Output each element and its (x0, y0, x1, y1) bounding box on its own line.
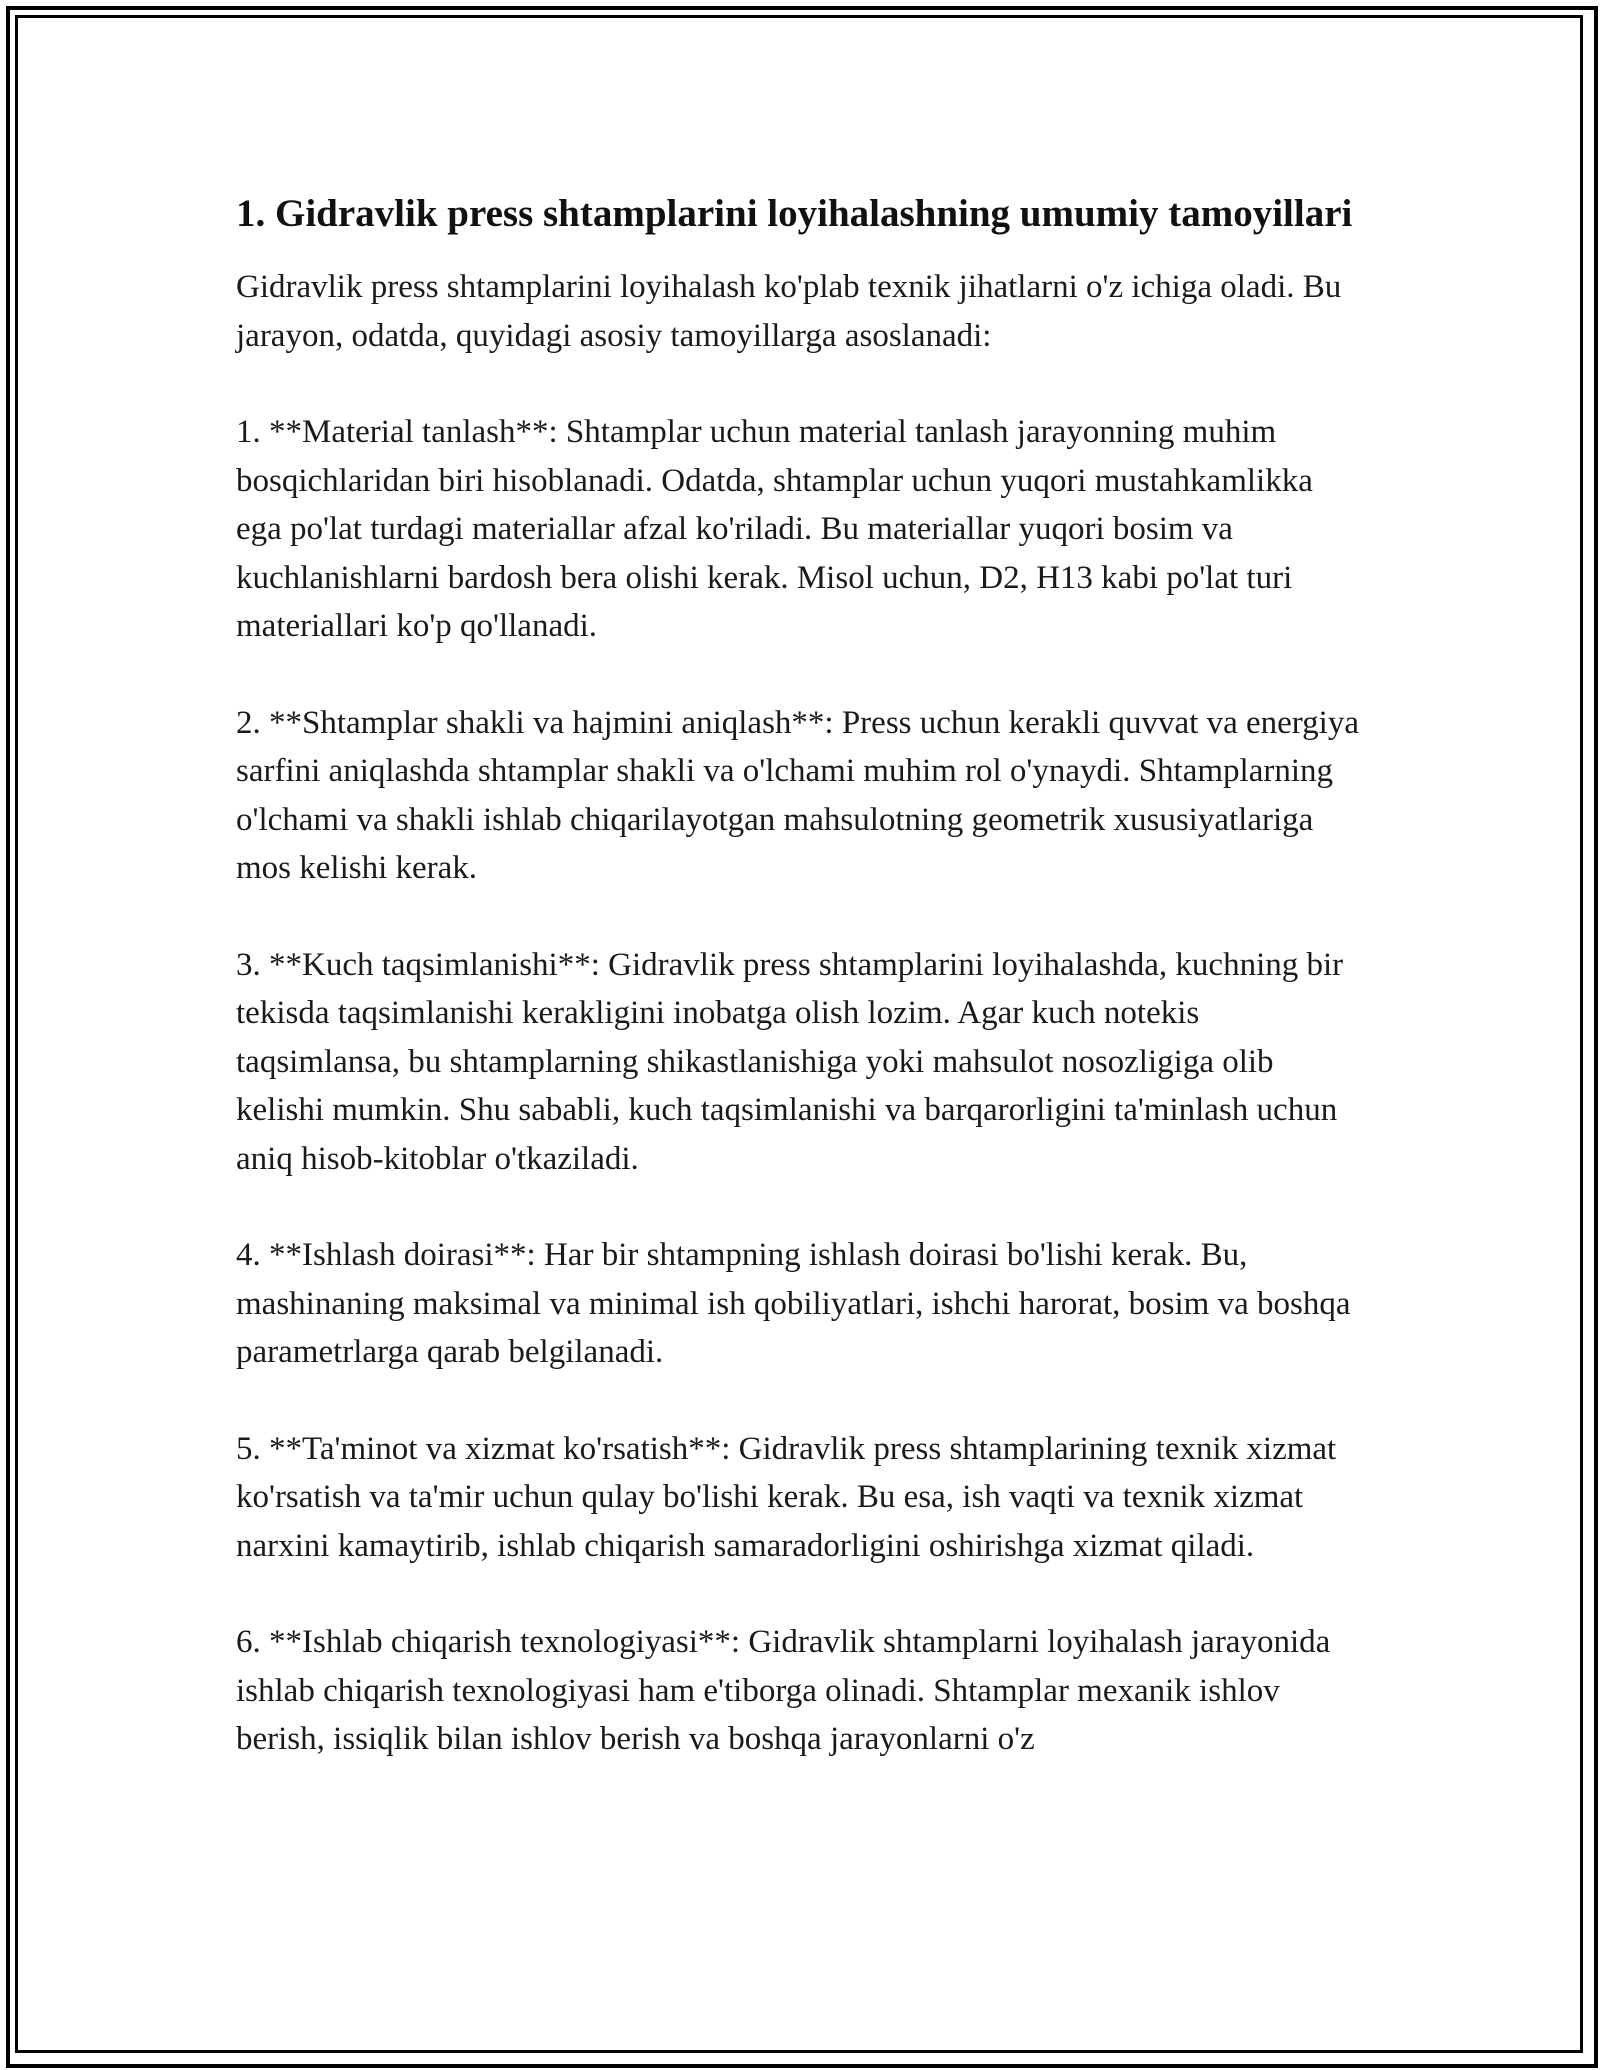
intro-paragraph: Gidravlik press shtamplarini loyihalash ko'plab texnik jihatlarni o'z ichiga oladi. Bu jarayon, odatda, quyidagi asosiy tamoyillarga asoslanadi: (236, 269, 1342, 354)
section-heading: 1. Gidravlik press shtamplarini loyihalashning umumiy tamoyillari (236, 192, 1353, 235)
principle-item-force-distribution: 3. **Kuch taqsimlanishi**: Gidravlik press shtamplarini loyihalashda, kuchning bir tekisda taqsimlanishi kerakligini inobatga olish lozim. Agar kuch notekis taqsimlansa, bu shtamplarning shikastlanishiga yoki mahsulot nosozligiga olib kelishi mumkin. Shu sababli, kuch taqsimlanishi va barqarorligini ta'minlash uchun aniq hisob-kitoblar o'tkaziladi. (236, 946, 1344, 1177)
principle-item-shape-size: 2. **Shtamplar shakli va hajmini aniqlash**: Press uchun kerakli quvvat va energiya sarfini aniqlashda shtamplar shakli va o'lchami muhim rol o'ynaydi. Shtamplarning o'lchami va shakli ishlab chiqarilayotgan mahsulotning geometrik xususiyatlariga mos kelishi kerak. (236, 704, 1359, 886)
principle-item-working-range: 4. **Ishlash doirasi**: Har bir shtampning ishlash doirasi bo'lishi kerak. Bu, mashinaning maksimal va minimal ish qobiliyatlari, ishchi harorat, bosim va boshqa parametrlarga qarab belgilanadi. (236, 1237, 1351, 1370)
principle-item-material: 1. **Material tanlash**: Shtamplar uchun material tanlash jarayonning muhim bosqichlaridan biri hisoblanadi. Odatda, shtamplar uchun yuqori mustahkamlikka ega po'lat turdagi materiallar afzal ko'riladi. Bu materiallar yuqori bosim va kuchlanishlarni bardosh bera olishi kerak. Misol uchun, D2, H13 kabi po'lat turi materiallari ko'p qo'llanadi. (236, 414, 1313, 644)
principle-item-maintenance: 5. **Ta'minot va xizmat ko'rsatish**: Gidravlik press shtamplarining texnik xizmat ko'rsatish va ta'mir uchun qulay bo'lishi kerak. Bu esa, ish vaqti va texnik xizmat narxini kamaytirib, ishlab chiqarish samaradorligini oshirishga xizmat qiladi. (236, 1430, 1337, 1564)
principle-item-manufacturing-technology: 6. **Ishlab chiqarish texnologiyasi**: Gidravlik shtamplarni loyihalash jarayonida ishlab chiqarish texnologiyasi ham e'tiborga olinadi. Shtamplar mexanik ishlov berish, issiqlik bilan ishlov berish va boshqa jarayonlarni o'z (236, 1624, 1331, 1757)
document-body (236, 186, 1366, 1764)
